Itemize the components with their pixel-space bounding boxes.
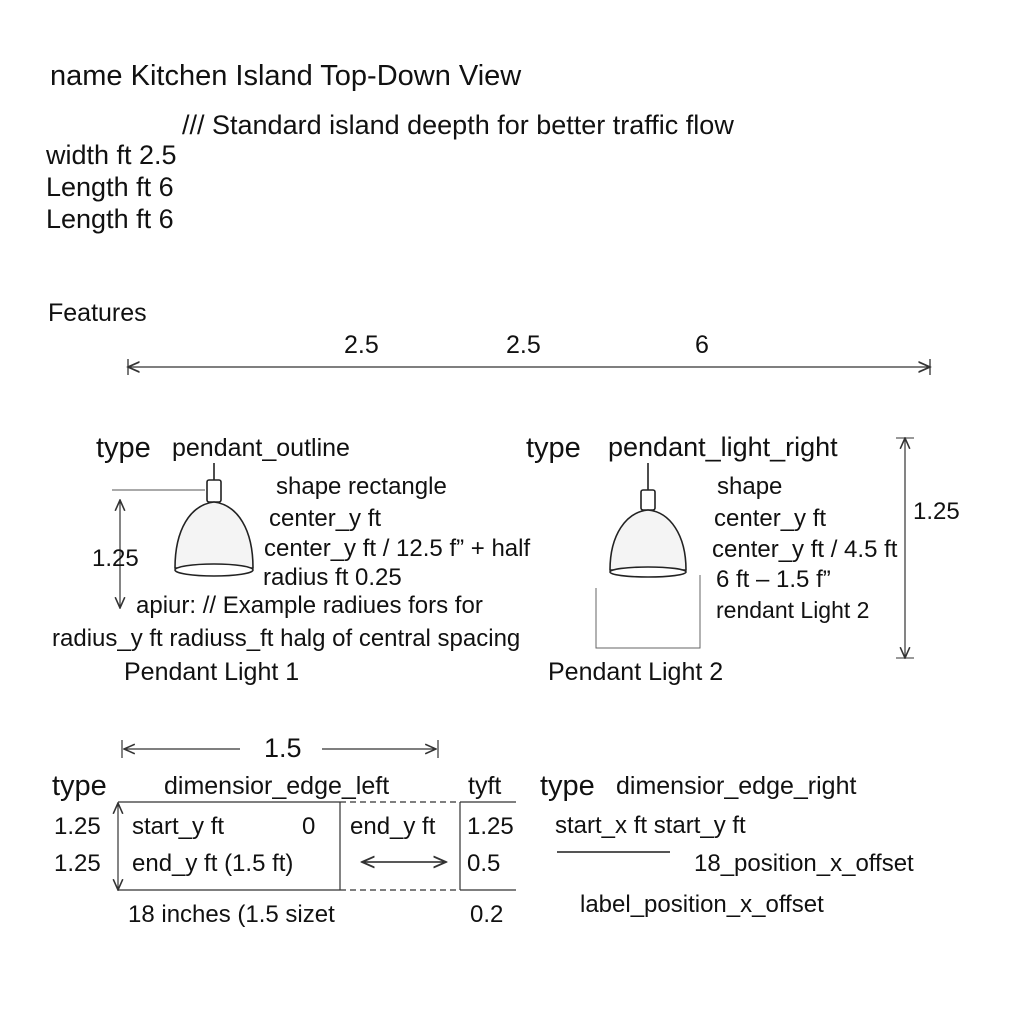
features-label: Features bbox=[48, 299, 147, 327]
edge-right-line: start_x ft start_y ft bbox=[555, 812, 746, 839]
header-comment: /// Standard island deepth for better traffic flow bbox=[182, 110, 734, 140]
pendant-right-line: 6 ft – 1.5 f” bbox=[716, 566, 831, 593]
type-key: type bbox=[526, 432, 581, 464]
pendant-left-line: radius_y ft radiuss_ft halg of central spacing bbox=[52, 625, 521, 652]
type-value: pendant_outline bbox=[172, 434, 350, 462]
edge-cell: end_y ft (1.5 ft) bbox=[132, 850, 294, 877]
type-value: pendant_light_right bbox=[608, 432, 838, 462]
pendant-left-line: center_y ft / 12.5 f” + half bbox=[264, 535, 531, 562]
pendant-right-line: shape bbox=[717, 473, 783, 500]
edge-row-label: 1.25 bbox=[54, 813, 101, 840]
pendant-lamp-icon bbox=[175, 463, 253, 576]
edge-right-line: label_position_x_offset bbox=[580, 891, 824, 918]
type-key: type bbox=[96, 432, 151, 464]
pendant-lamp-icon bbox=[610, 463, 686, 577]
edge-footer: 18 inches (1.5 sizet bbox=[128, 901, 335, 928]
edge-left-tag: tyft bbox=[468, 772, 502, 800]
edge-right-value: 1.25 bbox=[467, 813, 514, 840]
type-value: dimensior_edge_left bbox=[164, 772, 390, 800]
edge-right-value: 0.5 bbox=[467, 850, 501, 877]
pendant-left-line: apiur: // Example radiues fors for bbox=[136, 592, 483, 619]
type-value: dimensior_edge_right bbox=[616, 772, 857, 800]
edge-right-line: 18_position_x_offset bbox=[694, 850, 914, 877]
top-dimension-value: 6 bbox=[695, 331, 709, 359]
edge-footer-value: 0.2 bbox=[470, 901, 504, 928]
edge-row-label: 1.25 bbox=[54, 850, 101, 877]
header-line: width ft 2.5 bbox=[46, 140, 177, 170]
top-dimension-value: 2.5 bbox=[506, 331, 541, 359]
pendant-left-line: radius ft 0.25 bbox=[263, 564, 402, 591]
edge-cell: start_y ft bbox=[132, 813, 225, 840]
edge-span-label: 1.5 bbox=[264, 733, 302, 763]
diagram-title: name Kitchen Island Top-Down View bbox=[50, 60, 522, 92]
pendant-left-caption: Pendant Light 1 bbox=[124, 658, 300, 686]
edge-cell: 0 bbox=[302, 813, 316, 840]
pendant-left-line: shape rectangle bbox=[276, 473, 447, 500]
pendant-right-line: rendant Light 2 bbox=[716, 597, 870, 623]
pendant-right-line: center_y ft / 4.5 ft bbox=[712, 536, 898, 563]
pendant-right-caption: Pendant Light 2 bbox=[548, 658, 724, 686]
pendant-right-line: center_y ft bbox=[714, 505, 827, 532]
pendant-left-height: 1.25 bbox=[92, 545, 139, 572]
top-dimension-value: 2.5 bbox=[344, 331, 379, 359]
pendant-left-line: center_y ft bbox=[269, 505, 382, 532]
header-line: Length ft 6 bbox=[46, 204, 174, 234]
type-key: type bbox=[52, 770, 107, 802]
edge-cell: end_y ft bbox=[350, 813, 436, 840]
type-key: type bbox=[540, 770, 595, 802]
pendant-right-height: 1.25 bbox=[913, 498, 960, 525]
header-line: Length ft 6 bbox=[46, 172, 174, 202]
